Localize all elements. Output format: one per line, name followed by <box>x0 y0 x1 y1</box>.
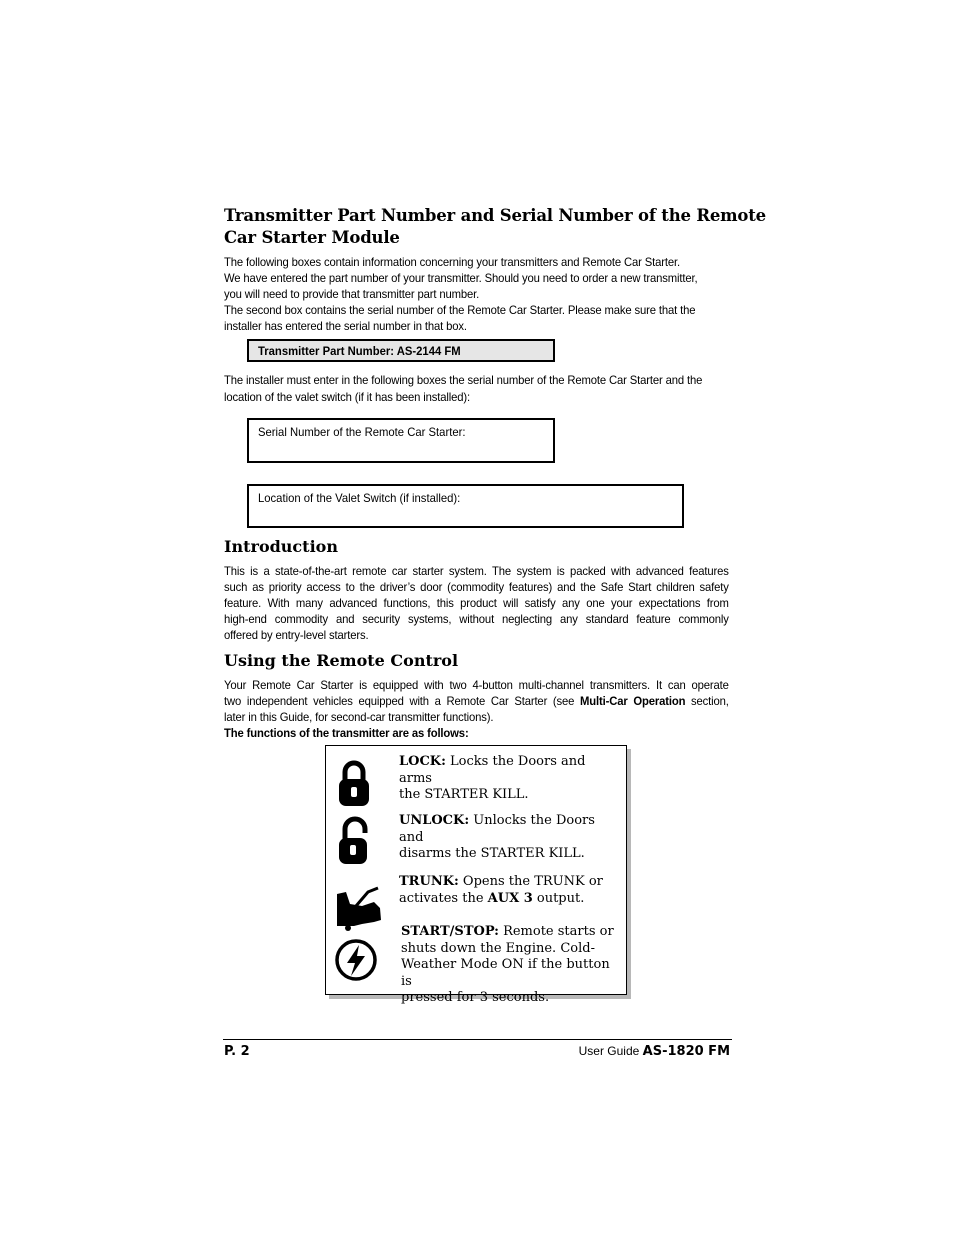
function-key: START/STOP: <box>401 924 499 939</box>
function-lock-text <box>399 754 621 804</box>
function-desc: Weather Mode ON if the button is <box>401 957 610 989</box>
paragraph: The installer must enter in the following boxes the serial number of the Remote Car Starter and the <box>224 373 703 387</box>
function-desc: the STARTER KILL. <box>399 787 529 802</box>
valet-switch-label: Location of the Valet Switch (if installed): <box>258 491 461 505</box>
transmitter-functions-panel <box>325 745 627 1005</box>
paragraph: Your Remote Car Starter is equipped with two 4-button multi-channel transmitters. It can operate <box>224 678 729 692</box>
paragraph: location of the valet switch (if it has been installed): <box>224 390 471 404</box>
function-start-stop-text <box>401 924 623 1007</box>
section-title <box>224 205 766 249</box>
function-desc: Locks the Doors and arms <box>399 754 586 786</box>
paragraph: This is a state-of-the-art remote car starter system. The system is packed with advanced features <box>224 564 729 578</box>
footer-guide-title <box>579 1044 730 1059</box>
paragraph: The following boxes contain information concerning your transmitters and Remote Car Starter. <box>224 255 681 269</box>
function-key: LOCK: <box>399 754 446 769</box>
paragraph: offered by entry-level starters. <box>224 628 369 642</box>
function-unlock-text <box>399 813 621 863</box>
function-desc: output. <box>532 890 585 906</box>
functions-heading: The functions of the transmitter are as follows: <box>224 726 469 740</box>
text-segment: section, <box>685 694 729 708</box>
section1-body <box>224 254 730 334</box>
transmitter-part-number-box <box>247 339 555 362</box>
transmitter-part-number-label: Transmitter Part Number: AS-2144 FM <box>258 344 461 358</box>
serial-number-label: Serial Number of the Remote Car Starter: <box>258 425 466 439</box>
serial-number-field[interactable] <box>247 418 555 463</box>
remote-control-heading: Using the Remote Control <box>224 651 459 670</box>
function-desc: shuts down the Engine. Cold- <box>401 940 595 956</box>
paragraph: such as priority access to the driver’s door (commodity features) and the Safe Start children safety <box>224 580 729 594</box>
trunk-icon <box>334 882 384 932</box>
installer-instructions <box>224 372 730 406</box>
function-desc: pressed for 3 seconds. <box>401 990 550 1005</box>
guide-prefix: User Guide <box>578 1044 643 1058</box>
paragraph <box>224 693 729 709</box>
function-desc: Remote starts or <box>498 924 614 939</box>
remote-control-body <box>224 677 729 741</box>
function-trunk-text <box>399 874 621 907</box>
paragraph: feature. With many advanced functions, this product will satisfy any one your expectations from <box>224 596 729 610</box>
function-desc: Opens the TRUNK or <box>458 874 603 889</box>
paragraph: high-end commodity and security systems, without neglecting any standard feature commonly <box>224 612 729 626</box>
function-desc: activates the <box>399 890 488 906</box>
text-segment: two independent vehicles equipped with a Remote Car Starter (see <box>224 694 580 708</box>
aux3-label: AUX 3 <box>487 890 533 906</box>
function-desc: Unlocks the Doors and <box>399 813 595 845</box>
paragraph: We have entered the part number of your transmitter. Should you need to order a new transmitter, <box>224 271 698 285</box>
lock-open-icon <box>334 816 374 866</box>
function-desc: disarms the STARTER KILL. <box>399 846 585 861</box>
lock-closed-icon <box>334 758 374 808</box>
valet-switch-location-field[interactable] <box>247 484 684 528</box>
paragraph: later in this Guide, for second-car transmitter functions). <box>224 710 494 724</box>
paragraph: installer has entered the serial number in that box. <box>224 319 467 333</box>
model-number: AS-1820 FM <box>642 1044 730 1059</box>
lightning-icon <box>334 938 378 982</box>
introduction-heading: Introduction <box>224 537 338 556</box>
paragraph: you will need to provide that transmitter part number. <box>224 287 480 301</box>
page-number: P. 2 <box>224 1044 250 1059</box>
paragraph: The second box contains the serial number of the Remote Car Starter. Please make sure that the <box>224 303 696 317</box>
function-key: UNLOCK: <box>399 813 470 828</box>
multi-car-operation-ref: Multi-Car Operation <box>579 694 686 708</box>
introduction-body <box>224 563 729 643</box>
section-title-line2: Car Starter Module <box>224 228 400 247</box>
function-key: TRUNK: <box>399 874 459 889</box>
section-title-line1: Transmitter Part Number and Serial Number of the Remote <box>224 206 766 225</box>
footer-rule <box>223 1039 732 1040</box>
